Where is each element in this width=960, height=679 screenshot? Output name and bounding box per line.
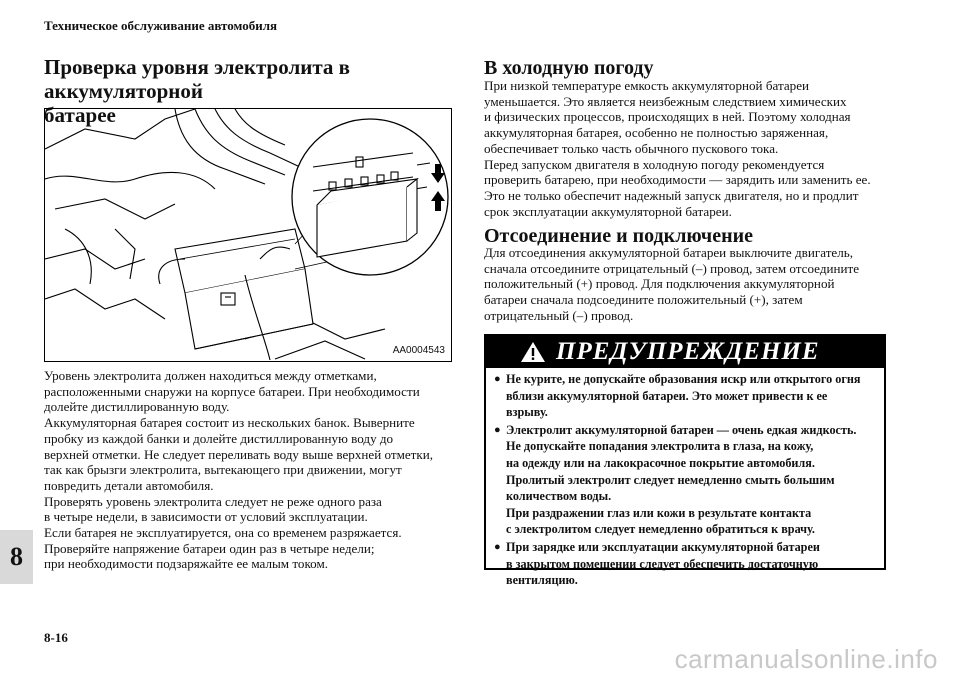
battery-illustration: [44, 108, 452, 362]
text-line: Для отсоединения аккумуляторной батареи выключите двигатель,: [484, 245, 854, 260]
warning-header: [486, 336, 884, 368]
text-line: Электролит аккумуляторной батареи — очень едкая жидкость.: [506, 422, 857, 437]
warning-item: [494, 422, 876, 538]
text-line: Проверять уровень электролита следует не реже одного раза: [44, 493, 382, 509]
text-line: на одежду или на лакокрасочное покрытие автомобиля.: [506, 455, 815, 470]
text-line: При раздражении глаз или кожи в результате контакта: [506, 505, 812, 520]
section-title-disconnect: Отсоединение и подключение: [484, 225, 754, 247]
warning-box: [484, 334, 886, 588]
text-line: отрицательный (–) провод.: [484, 307, 634, 323]
title-line: батарее: [44, 103, 116, 127]
text-line: Не допускайте попадания электролита в глаза, на кожу,: [506, 439, 814, 454]
text-line: верхней отметки. Не следует переливать воду выше верхней отметки,: [44, 446, 434, 462]
warning-triangle-icon: [520, 341, 546, 363]
figure-code: AA0004543: [392, 345, 445, 356]
warning-title: ПРЕДУПРЕЖДЕНИЕ: [556, 338, 820, 365]
warning-item: [494, 371, 876, 421]
text-line: батареи сначала подсоедините положительный (+), затем: [484, 292, 803, 308]
text-line: и физических процессов, происходящих в ней. Поэтому холодная: [484, 109, 851, 125]
running-header: Техническое обслуживание автомобиля: [44, 18, 278, 33]
text-line: в закрытом помещении следует обеспечить достаточную: [506, 556, 819, 571]
text-line: Пролитый электролит следует немедленно смыть большим: [506, 472, 835, 487]
text-line: сначала отсоедините отрицательный (–) провод, затем отсоедините: [484, 260, 860, 276]
text-line: срок эксплуатации аккумуляторной батареи.: [484, 203, 732, 219]
text-line: Проверяйте напряжение батареи один раз в четыре недели;: [44, 540, 375, 556]
text-line: проверить батарею, при необходимости — зарядить или заменить ее.: [484, 172, 871, 188]
text-line: пробку из каждой банки и долейте дистиллированную воду до: [44, 430, 394, 446]
text-line: повредить детали автомобиля.: [44, 477, 214, 493]
text-line: обеспечивает только часть обычного пускового тока.: [484, 140, 779, 156]
electrolyte-paragraph: [44, 368, 433, 572]
text-line: с электролитом следует немедленно обратиться к врачу.: [506, 522, 815, 537]
text-line: Если батарея не эксплуатируется, она со временем разряжается.: [44, 525, 402, 541]
text-line: При зарядке или эксплуатации аккумуляторной батареи: [506, 539, 820, 554]
text-line: так как брызги электролита, вытекающего при движении, могут: [44, 462, 402, 478]
cold-weather-paragraph: [484, 78, 871, 219]
bullet-icon: ●: [494, 373, 501, 385]
text-line: в четыре недели, в зависимости от условий эксплуатации.: [44, 509, 368, 525]
watermark: carmanualsonline.info: [674, 644, 938, 674]
text-line: аккумуляторная батарея, особенно не полностью заряженная,: [484, 125, 829, 141]
section-title-cold-weather: В холодную погоду: [484, 57, 654, 79]
text-line: положительный (+) провод. Для подключения аккумуляторной: [484, 276, 835, 292]
chapter-tab: 8: [0, 530, 33, 584]
text-line: вентиляцию.: [506, 573, 578, 588]
text-line: количеством воды.: [506, 489, 612, 504]
bullet-icon: ●: [494, 540, 501, 553]
text-line: При низкой температуре емкость аккумуляторной батареи: [484, 78, 810, 93]
text-line: долейте дистиллированную воду.: [44, 399, 230, 415]
text-line: вблизи аккумуляторной батареи. Это может привести к ее: [506, 388, 828, 403]
text-line: уменьшается. Это является неизбежным следствием химических: [484, 93, 847, 109]
text-line: Аккумуляторная батарея состоит из нескольких банок. Выверните: [44, 415, 415, 431]
text-line: Не курите, не допускайте образования искр или открытого огня: [506, 372, 861, 386]
text-line: Это не только обеспечит надежный запуск двигателя, но и продлит: [484, 187, 859, 203]
warning-item: [494, 539, 876, 589]
bullet-icon: ●: [494, 423, 501, 436]
warning-body: [486, 368, 884, 589]
battery-drawing: [45, 109, 450, 360]
page-number: 8-16: [44, 630, 68, 645]
title-line: Проверка уровня электролита в аккумуляторной: [44, 55, 350, 103]
text-line: Уровень электролита должен находиться между отметками,: [44, 368, 377, 383]
text-line: расположенными снаружи на корпусе батареи. При необходимости: [44, 383, 420, 399]
text-line: Перед запуском двигателя в холодную погоду рекомендуется: [484, 156, 825, 172]
text-line: при необходимости подзаряжайте ее малым током.: [44, 556, 329, 572]
disconnect-paragraph: [484, 245, 859, 324]
text-line: взрыву.: [506, 405, 548, 420]
